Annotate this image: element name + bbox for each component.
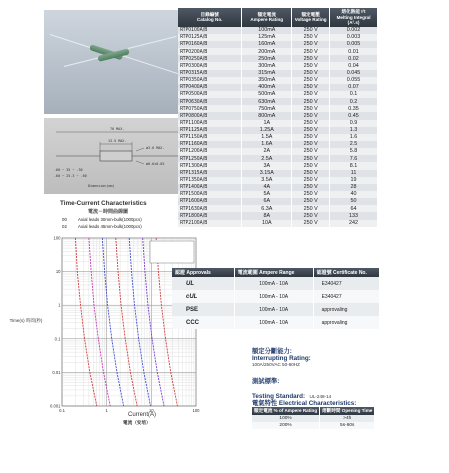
chart-y-tick-label: 0.01 bbox=[52, 369, 61, 375]
spec-row bbox=[178, 177, 378, 184]
chart-y-tick-label: 100 bbox=[53, 235, 61, 241]
chart-y-label: Time(s) 時間(秒) bbox=[9, 318, 43, 323]
electrical-time: 5s-60s bbox=[320, 422, 375, 429]
ampere-rating: 100mA bbox=[242, 27, 292, 34]
note-00-code: 00 bbox=[62, 217, 67, 222]
voltage-rating: 250 V bbox=[292, 105, 330, 112]
voltage-rating: 250 V bbox=[292, 191, 330, 198]
spec-row bbox=[178, 212, 378, 219]
spec-row bbox=[178, 55, 378, 62]
catalog-number: RTP0100A/B bbox=[178, 27, 242, 34]
ampere-rating: 2.5A bbox=[242, 155, 292, 162]
catalog-number: RTP0250A/B bbox=[178, 55, 242, 62]
spec-header-catalog: 目錄編號 Catalog No. bbox=[178, 8, 242, 27]
spec-header-row bbox=[178, 8, 378, 27]
ampere-rating: 6A bbox=[242, 198, 292, 205]
catalog-number: RTP1350A/B bbox=[178, 177, 242, 184]
approval-cert: E340427 bbox=[313, 290, 379, 303]
spec-row bbox=[178, 27, 378, 34]
catalog-number: RTP1125A/B bbox=[178, 127, 242, 134]
melting-integral: 19 bbox=[330, 177, 378, 184]
ampere-rating: 6.3A bbox=[242, 205, 292, 212]
time-current-title: Time-Current Characteristics bbox=[60, 200, 147, 207]
testing-title-en: Testing Standard: bbox=[252, 393, 306, 400]
voltage-rating: 250 V bbox=[292, 141, 330, 148]
chart-x-label: Current(A) bbox=[128, 412, 157, 418]
testing-value: UL-248-14 bbox=[309, 394, 332, 399]
interrupting-value: 100A/250VAC 50-60HZ bbox=[252, 362, 300, 367]
electrical-title-block bbox=[252, 398, 356, 407]
catalog-number: RTP1150A/B bbox=[178, 134, 242, 141]
spec-row bbox=[178, 134, 378, 141]
ampere-rating: 10A bbox=[242, 220, 292, 227]
melting-integral: 0.1 bbox=[330, 91, 378, 98]
spec-header-voltage: 額定電壓 Voltage Rating bbox=[292, 8, 330, 27]
spec-row bbox=[178, 105, 378, 112]
melting-integral: 64 bbox=[330, 205, 378, 212]
ampere-rating: 4A bbox=[242, 184, 292, 191]
voltage-rating: 250 V bbox=[292, 155, 330, 162]
ul-mark-icon: UL bbox=[172, 277, 234, 290]
melting-integral: 0.35 bbox=[330, 105, 378, 112]
electrical-table bbox=[252, 407, 375, 429]
ampere-rating: 1.25A bbox=[242, 127, 292, 134]
catalog-number: RTP1400A/B bbox=[178, 184, 242, 191]
voltage-rating: 250 V bbox=[292, 134, 330, 141]
catalog-number: RTP0160A/B bbox=[178, 41, 242, 48]
ampere-rating: 3.5A bbox=[242, 177, 292, 184]
spec-row bbox=[178, 148, 378, 155]
ampere-rating: 3.15A bbox=[242, 170, 292, 177]
spec-row bbox=[178, 62, 378, 69]
electrical-row bbox=[252, 415, 375, 422]
spec-row bbox=[178, 220, 378, 227]
interrupting-title-en: Interrupting Rating: bbox=[252, 355, 311, 362]
ampere-rating: 8A bbox=[242, 212, 292, 219]
catalog-number: RTP0630A/B bbox=[178, 98, 242, 105]
approval-row bbox=[172, 290, 380, 303]
melting-integral: 0.45 bbox=[330, 112, 378, 119]
spec-row bbox=[178, 170, 378, 177]
ampere-rating: 350mA bbox=[242, 77, 292, 84]
approval-range: 100mA - 10A bbox=[234, 290, 313, 303]
voltage-rating: 250 V bbox=[292, 220, 330, 227]
melting-integral: 40 bbox=[330, 191, 378, 198]
voltage-rating: 250 V bbox=[292, 127, 330, 134]
voltage-rating: 250 V bbox=[292, 212, 330, 219]
voltage-rating: 250 V bbox=[292, 148, 330, 155]
melting-integral: 133 bbox=[330, 212, 378, 219]
melting-integral: 0.2 bbox=[330, 98, 378, 105]
approval-range: 100mA - 10A bbox=[234, 316, 313, 329]
voltage-rating: 250 V bbox=[292, 120, 330, 127]
ampere-rating: 1.6A bbox=[242, 141, 292, 148]
melting-integral: 242 bbox=[330, 220, 378, 227]
melting-integral: 0.045 bbox=[330, 70, 378, 77]
electrical-percent: 200% bbox=[252, 422, 320, 429]
spec-row bbox=[178, 34, 378, 41]
melting-integral: 1.3 bbox=[330, 127, 378, 134]
melting-integral: 2.5 bbox=[330, 141, 378, 148]
approvals-header-cert: 認證號 Certificate No. bbox=[313, 268, 379, 277]
electrical-header-time: 熔斷時間 Opening Time bbox=[320, 407, 375, 415]
melting-integral: 0.003 bbox=[330, 34, 378, 41]
electrical-title: 電氣特性 Electrical Characteristics: bbox=[252, 400, 357, 407]
spec-row bbox=[178, 120, 378, 127]
electrical-percent: 100% bbox=[252, 415, 320, 422]
approval-cert: approvaling bbox=[313, 303, 379, 316]
melting-integral: 0.04 bbox=[330, 62, 378, 69]
spec-row bbox=[178, 127, 378, 134]
catalog-number: RTP1630A/B bbox=[178, 205, 242, 212]
testing-title-zh: 測試標準: bbox=[252, 378, 280, 385]
approval-range: 100mA - 10A bbox=[234, 277, 313, 290]
melting-integral: 0.002 bbox=[330, 27, 378, 34]
chart-y-tick-label: 10 bbox=[55, 269, 61, 275]
ampere-rating: 1.5A bbox=[242, 134, 292, 141]
voltage-rating: 250 V bbox=[292, 162, 330, 169]
catalog-number: RTP1200A/B bbox=[178, 148, 242, 155]
ampere-rating: 2A bbox=[242, 148, 292, 155]
melting-integral: 0.07 bbox=[330, 84, 378, 91]
electrical-header-row bbox=[252, 407, 375, 415]
melting-integral: 1.6 bbox=[330, 134, 378, 141]
note-00-text: Axial leads 30mm-bulk(1000pcs) bbox=[78, 217, 142, 222]
spec-header-ampere: 額定電流 Ampere Rating bbox=[242, 8, 292, 27]
catalog-number: RTP0750A/B bbox=[178, 105, 242, 112]
voltage-rating: 250 V bbox=[292, 84, 330, 91]
ampere-rating: 750mA bbox=[242, 105, 292, 112]
ampere-rating: 125mA bbox=[242, 34, 292, 41]
spec-header-melting: 熔化熱能 I²t Melting Integral (A².s) bbox=[330, 8, 378, 27]
catalog-number: RTP0125A/B bbox=[178, 34, 242, 41]
ampere-rating: 400mA bbox=[242, 84, 292, 91]
catalog-number: RTP0350A/B bbox=[178, 77, 242, 84]
voltage-rating: 250 V bbox=[292, 41, 330, 48]
voltage-rating: 250 V bbox=[292, 170, 330, 177]
spec-row bbox=[178, 84, 378, 91]
spec-row bbox=[178, 184, 378, 191]
catalog-number: RTP1800A/B bbox=[178, 212, 242, 219]
catalog-number: RTP1100A/B bbox=[178, 120, 242, 127]
ampere-rating: 500mA bbox=[242, 91, 292, 98]
pse-mark-icon: PSE bbox=[172, 303, 234, 316]
cul-mark-icon: cUL bbox=[172, 290, 234, 303]
voltage-rating: 250 V bbox=[292, 62, 330, 69]
spec-row bbox=[178, 70, 378, 77]
voltage-rating: 250 V bbox=[292, 27, 330, 34]
ccc-mark-icon: CCC bbox=[172, 316, 234, 329]
melting-integral: 0.02 bbox=[330, 55, 378, 62]
melting-integral: 0.005 bbox=[330, 41, 378, 48]
voltage-rating: 250 V bbox=[292, 55, 330, 62]
electrical-row bbox=[252, 422, 375, 429]
voltage-rating: 250 V bbox=[292, 48, 330, 55]
approvals-header-range: 電流範圍 Ampere Range bbox=[234, 268, 313, 277]
ampere-rating: 200mA bbox=[242, 48, 292, 55]
catalog-number: RTP0500A/B bbox=[178, 91, 242, 98]
chart-y-tick-label: 0.1 bbox=[54, 336, 61, 342]
voltage-rating: 250 V bbox=[292, 98, 330, 105]
catalog-number: RTP1600A/B bbox=[178, 198, 242, 205]
approval-row bbox=[172, 316, 380, 329]
ampere-rating: 300mA bbox=[242, 62, 292, 69]
chart-y-tick-label: 1 bbox=[58, 302, 61, 308]
voltage-rating: 250 V bbox=[292, 77, 330, 84]
voltage-rating: 250 V bbox=[292, 91, 330, 98]
approval-row bbox=[172, 277, 380, 290]
voltage-rating: 250 V bbox=[292, 34, 330, 41]
chart-y-tick-label: 0.001 bbox=[50, 403, 61, 409]
approvals-table bbox=[172, 268, 380, 329]
melting-integral: 0.9 bbox=[330, 120, 378, 127]
electrical-header-percent: 額定電流 % of Ampere Rating bbox=[252, 407, 320, 415]
ampere-rating: 5A bbox=[242, 191, 292, 198]
spec-row bbox=[178, 198, 378, 205]
interrupting-rating bbox=[252, 346, 311, 367]
spec-table bbox=[178, 8, 378, 227]
voltage-rating: 250 V bbox=[292, 70, 330, 77]
voltage-rating: 250 V bbox=[292, 205, 330, 212]
melting-integral: 7.6 bbox=[330, 155, 378, 162]
melting-integral: 28 bbox=[330, 184, 378, 191]
ampere-rating: 160mA bbox=[242, 41, 292, 48]
spec-row bbox=[178, 98, 378, 105]
ampere-rating: 1A bbox=[242, 120, 292, 127]
voltage-rating: 250 V bbox=[292, 198, 330, 205]
voltage-rating: 250 V bbox=[292, 184, 330, 191]
catalog-number: RTP0400A/B bbox=[178, 84, 242, 91]
spec-row bbox=[178, 162, 378, 169]
approval-cert: E340427 bbox=[313, 277, 379, 290]
spec-row bbox=[178, 155, 378, 162]
melting-integral: 0.055 bbox=[330, 77, 378, 84]
fuse-photo bbox=[44, 10, 192, 114]
spec-row bbox=[178, 191, 378, 198]
approval-row bbox=[172, 303, 380, 316]
ampere-rating: 250mA bbox=[242, 55, 292, 62]
spec-row bbox=[178, 205, 378, 212]
melting-integral: 8.1 bbox=[330, 162, 378, 169]
approval-range: 100mA - 10A bbox=[234, 303, 313, 316]
catalog-number: RTP1250A/B bbox=[178, 155, 242, 162]
voltage-rating: 250 V bbox=[292, 112, 330, 119]
ampere-rating: 3A bbox=[242, 162, 292, 169]
ampere-rating: 315mA bbox=[242, 70, 292, 77]
melting-integral: 0.01 bbox=[330, 48, 378, 55]
spec-row bbox=[178, 77, 378, 84]
approvals-header-row bbox=[172, 268, 380, 277]
ampere-rating: 630mA bbox=[242, 98, 292, 105]
approvals-header-mark: 認證 Approvals bbox=[172, 268, 234, 277]
melting-integral: 5.8 bbox=[330, 148, 378, 155]
chart-x-tick-label: 1 bbox=[105, 408, 108, 412]
voltage-rating: 250 V bbox=[292, 177, 330, 184]
ampere-rating: 800mA bbox=[242, 112, 292, 119]
catalog-number: RTP0300A/B bbox=[178, 62, 242, 69]
time-current-subtitle: 電流－時間曲線圖 bbox=[88, 209, 129, 215]
interrupting-title-zh: 額定分斷能力: bbox=[252, 348, 292, 355]
spec-row bbox=[178, 91, 378, 98]
spec-row bbox=[178, 112, 378, 119]
melting-integral: 11 bbox=[330, 170, 378, 177]
catalog-number: RTP1300A/B bbox=[178, 162, 242, 169]
chart-x-tick-label: 100 bbox=[192, 408, 200, 412]
catalog-number: RTP0315A/B bbox=[178, 70, 242, 77]
chart-x-label-zh: 電流（安培） bbox=[123, 420, 151, 425]
catalog-number: RTP2100A/B bbox=[178, 220, 242, 227]
approval-cert: approvaling bbox=[313, 316, 379, 329]
catalog-number: RTP1315A/B bbox=[178, 170, 242, 177]
chart-x-tick-label: 10 bbox=[148, 408, 154, 412]
electrical-time: >4h bbox=[320, 415, 375, 422]
note-02-text: Axial leads 45mm-bulk(1000pcs) bbox=[78, 224, 142, 229]
dimension-drawing: 70 MAX. 13.5 MAX. ø3.6 MAX. ø0.6±0.05 .60 ~ 35 ~ .30 .60 ~ 25.3 ~ .60 Dimension(mm) bbox=[44, 118, 192, 194]
note-02-code: 02 bbox=[62, 224, 67, 229]
catalog-number: RTP0200A/B bbox=[178, 48, 242, 55]
chart-x-tick-label: 0.1 bbox=[59, 408, 65, 412]
spec-row bbox=[178, 41, 378, 48]
catalog-number: RTP0800A/B bbox=[178, 112, 242, 119]
spec-row bbox=[178, 141, 378, 148]
catalog-number: RTP1500A/B bbox=[178, 191, 242, 198]
melting-integral: 50 bbox=[330, 198, 378, 205]
chart-legend-box bbox=[150, 241, 194, 263]
catalog-number: RTP1160A/B bbox=[178, 141, 242, 148]
spec-row bbox=[178, 48, 378, 55]
